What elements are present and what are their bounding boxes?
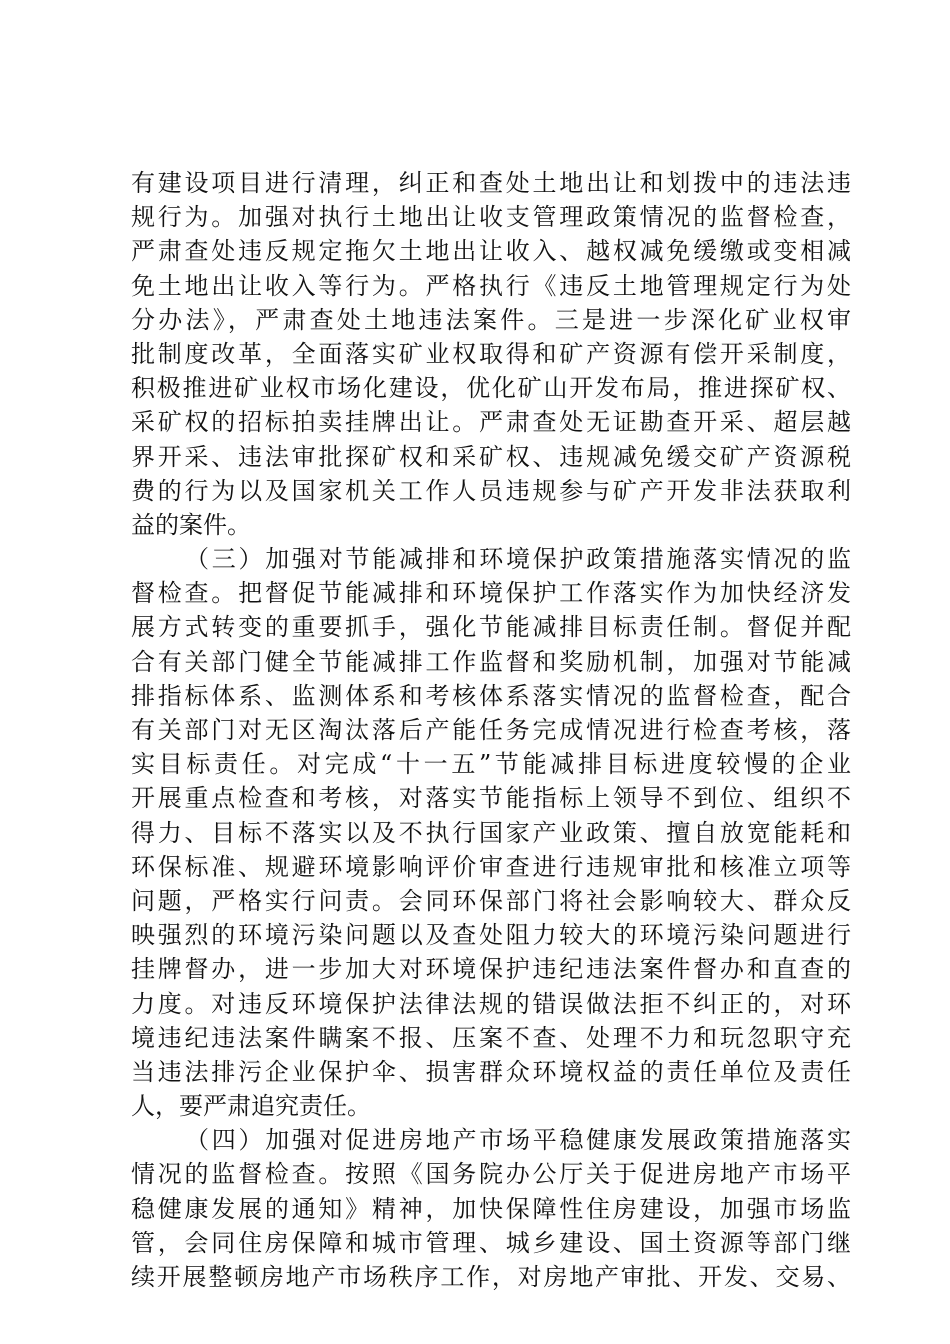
text-line: 力度。对违反环境保护法律法规的错误做法拒不纠正的，对环	[131, 989, 851, 1018]
text-line: 映强烈的环境污染问题以及查处阻力较大的环境污染问题进行	[131, 921, 851, 950]
text-line: 实目标责任。对完成“十一五”节能减排目标进度较慢的企业	[131, 750, 851, 779]
text-line: 益的案件。	[131, 510, 251, 539]
body-text	[131, 166, 851, 1294]
text-line: 展方式转变的重要抓手，强化节能减排目标责任制。督促并配	[131, 613, 851, 642]
text-line: 管，会同住房保障和城市管理、城乡建设、国土资源等部门继	[131, 1228, 851, 1257]
text-line: （四）加强对促进房地产市场平稳健康发展政策措施落实	[185, 1126, 851, 1155]
text-line: 挂牌督办，进一步加大对环境保护违纪违法案件督办和直查的	[131, 955, 851, 984]
text-line: 免土地出让收入等行为。严格执行《违反土地管理规定行为处	[131, 271, 851, 300]
text-line: 有建设项目进行清理，纠正和查处土地出让和划拨中的违法违	[131, 169, 851, 197]
text-line: 积极推进矿业权市场化建设，优化矿山开发布局，推进探矿权、	[131, 374, 851, 403]
text-line: 问题，严格实行问责。会同环保部门将社会影响较大、群众反	[131, 886, 851, 915]
text-line: （三）加强对节能减排和环境保护政策措施落实情况的监	[185, 545, 851, 574]
text-line: 批制度改革，全面落实矿业权取得和矿产资源有偿开采制度，	[131, 339, 851, 368]
text-line: 续开展整顿房地产市场秩序工作，对房地产审批、开发、交易、	[131, 1263, 851, 1291]
text-line: 境违纪违法案件瞒案不报、压案不查、处理不力和玩忽职守充	[131, 1023, 851, 1052]
text-line: 费的行为以及国家机关工作人员违规参与矿产开发非法获取利	[131, 476, 851, 505]
text-line: 开展重点检查和考核，对落实节能指标上领导不到位、组织不	[131, 784, 851, 813]
text-line: 稳健康发展的通知》精神，加快保障性住房建设，加强市场监	[131, 1194, 851, 1223]
text-line: 情况的监督检查。按照《国务院办公厅关于促进房地产市场平	[131, 1160, 851, 1189]
text-line: 人，要严肃追究责任。	[131, 1092, 371, 1121]
text-line: 分办法》，严肃查处土地违法案件。三是进一步深化矿业权审	[131, 305, 851, 334]
text-line: 采矿权的招标拍卖挂牌出让。严肃查处无证勘查开采、超层越	[131, 408, 851, 437]
text-line: 督检查。把督促节能减排和环境保护工作落实作为加快经济发	[131, 579, 851, 608]
text-line: 排指标体系、监测体系和考核体系落实情况的监督检查，配合	[131, 681, 851, 710]
text-line: 当违法排污企业保护伞、损害群众环境权益的责任单位及责任	[131, 1057, 851, 1086]
text-line: 界开采、违法审批探矿权和采矿权、违规减免缓交矿产资源税	[131, 442, 851, 471]
text-line: 严肃查处违反规定拖欠土地出让收入、越权减免缓缴或变相减	[131, 237, 851, 266]
text-line: 规行为。加强对执行土地出让收支管理政策情况的监督检查，	[131, 203, 851, 232]
text-line: 得力、目标不落实以及不执行国家产业政策、擅自放宽能耗和	[131, 818, 851, 847]
text-line: 环保标准、规避环境影响评价审查进行违规审批和核准立项等	[131, 852, 851, 881]
text-line: 合有关部门健全节能减排工作监督和奖励机制，加强对节能减	[131, 647, 851, 676]
text-line: 有关部门对无区淘汰落后产能任务完成情况进行检查考核，落	[131, 716, 851, 744]
